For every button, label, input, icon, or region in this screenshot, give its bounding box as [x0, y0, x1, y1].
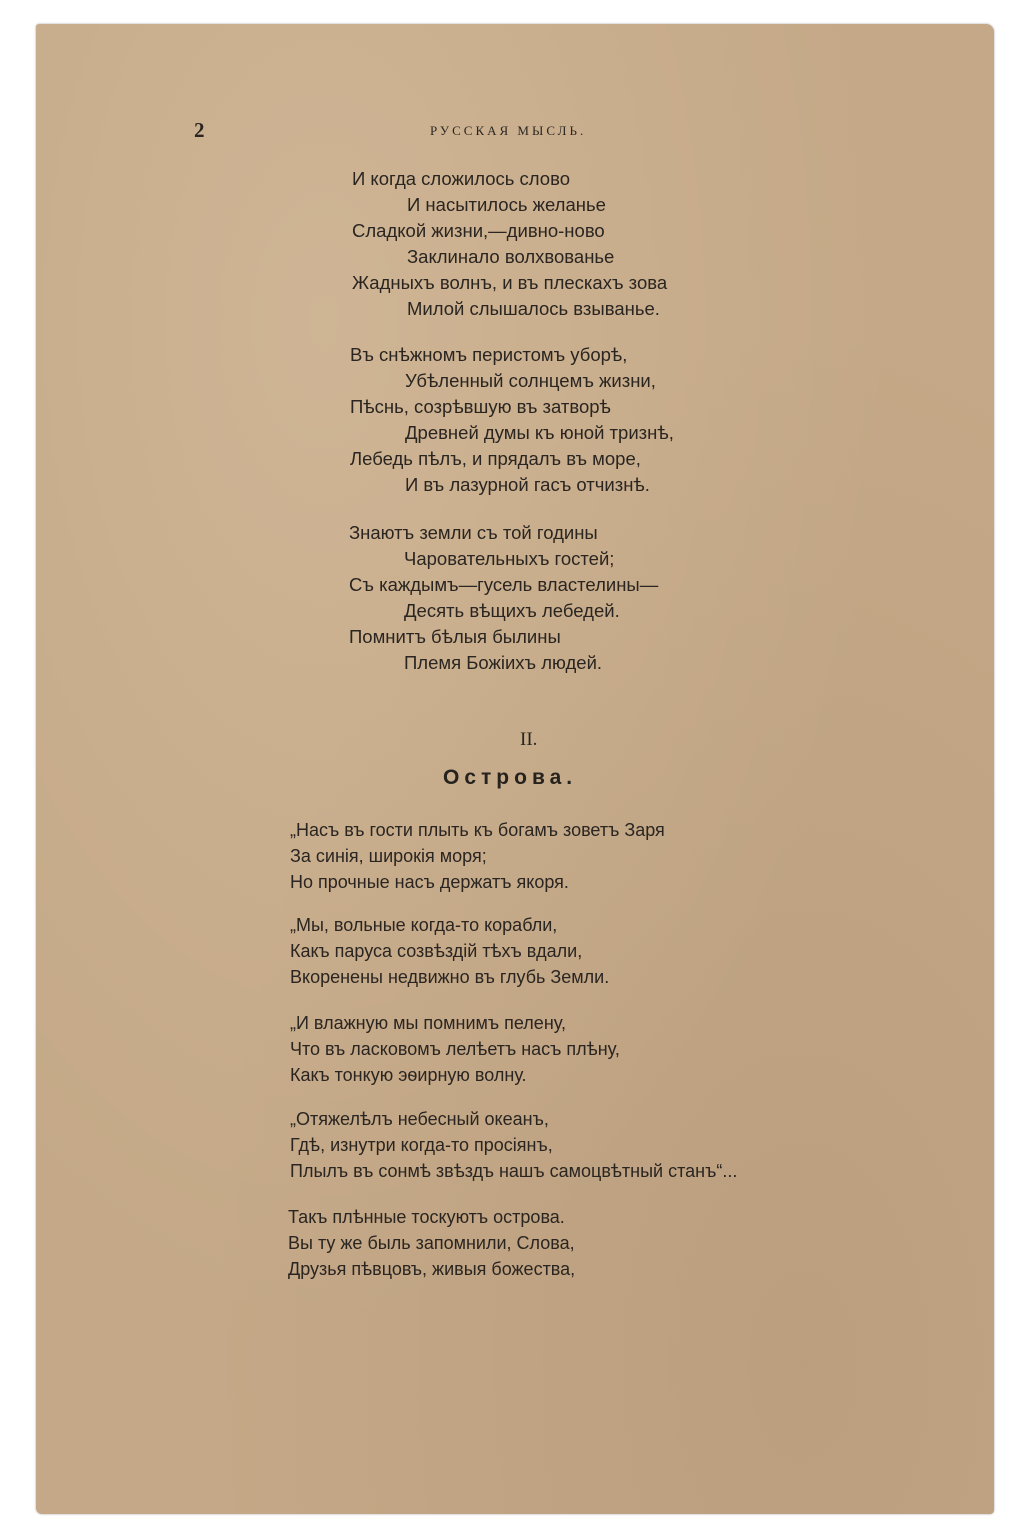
verse-line: Знаютъ земли съ той годины — [349, 522, 598, 543]
verse-line: Заклинало волхвованье — [407, 246, 615, 267]
verse-line: Какъ тонкую эѳирную волну. — [290, 1065, 527, 1085]
poem-two-stanza-2 — [290, 912, 609, 990]
verse-line: Пѣснь, созрѣвшую въ затворѣ — [350, 396, 611, 417]
verse-line: Что въ ласковомъ лелѣетъ насъ плѣну, — [290, 1039, 620, 1059]
verse-line: Въ снѣжномъ перистомъ уборѣ, — [350, 344, 628, 365]
poem-one-stanza-2 — [350, 342, 674, 498]
verse-line: „И влажную мы помнимъ пелену, — [290, 1013, 566, 1033]
verse-line: Такъ плѣнные тоскуютъ острова. — [288, 1207, 565, 1227]
verse-line: Вкоренены недвижно въ глубь Земли. — [290, 967, 610, 987]
verse-line: „Насъ въ гости плыть къ богамъ зоветъ Заря — [290, 820, 665, 840]
verse-line: Десять вѣщихъ лебедей. — [404, 600, 620, 621]
page-number: 2 — [194, 118, 205, 142]
verse-line: Сладкой жизни,—дивно-ново — [352, 220, 605, 241]
poem-two-stanza-3 — [290, 1010, 620, 1088]
running-head: РУССКАЯ МЫСЛЬ. — [430, 123, 587, 138]
verse-line: Вы ту же быль запомнили, Слова, — [288, 1233, 575, 1253]
poem-two-stanza-4 — [290, 1106, 737, 1184]
section-title: Острова. — [443, 766, 578, 789]
verse-line: „Мы, вольные когда-то корабли, — [290, 915, 558, 935]
verse-line: И когда сложилось слово — [352, 168, 570, 189]
poem-one-stanza-3 — [349, 520, 658, 676]
verse-line: Съ каждымъ—гусель властелины— — [349, 574, 659, 595]
poem-two-stanza-1 — [290, 817, 665, 895]
section-numeral: II. — [520, 729, 538, 750]
verse-line: И насытилось желанье — [407, 194, 606, 215]
verse-line: За синія, широкія моря; — [290, 846, 487, 866]
verse-line: Гдѣ, изнутри когда-то просіянъ, — [290, 1135, 553, 1155]
verse-line: Жадныхъ волнъ, и въ плескахъ зова — [352, 272, 668, 293]
verse-line: Друзья пѣвцовъ, живыя божества, — [288, 1259, 576, 1279]
verse-line: Убѣленный солнцемъ жизни, — [405, 370, 656, 391]
verse-line: И въ лазурной гасъ отчизнѣ. — [405, 474, 650, 495]
poem-two-stanza-5 — [288, 1204, 575, 1282]
verse-line: Племя Божіихъ людей. — [404, 652, 603, 673]
verse-line: Какъ паруса созвѣздій тѣхъ вдали, — [290, 941, 583, 961]
verse-line: „Отяжелѣлъ небесный океанъ, — [290, 1109, 549, 1129]
verse-line: Плылъ въ сонмѣ звѣздъ нашъ самоцвѣтный станъ“... — [290, 1161, 738, 1181]
verse-line: Лебедь пѣлъ, и прядалъ въ море, — [350, 448, 641, 469]
poem-one-stanza-1 — [352, 166, 667, 322]
verse-line: Древней думы къ юной тризнѣ, — [405, 422, 674, 443]
verse-line: Милой слышалось взыванье. — [407, 298, 660, 319]
verse-line: Но прочные насъ держатъ якоря. — [290, 872, 569, 892]
verse-line: Чаровательныхъ гостей; — [404, 548, 615, 569]
verse-line: Помнитъ бѣлыя былины — [349, 626, 561, 647]
